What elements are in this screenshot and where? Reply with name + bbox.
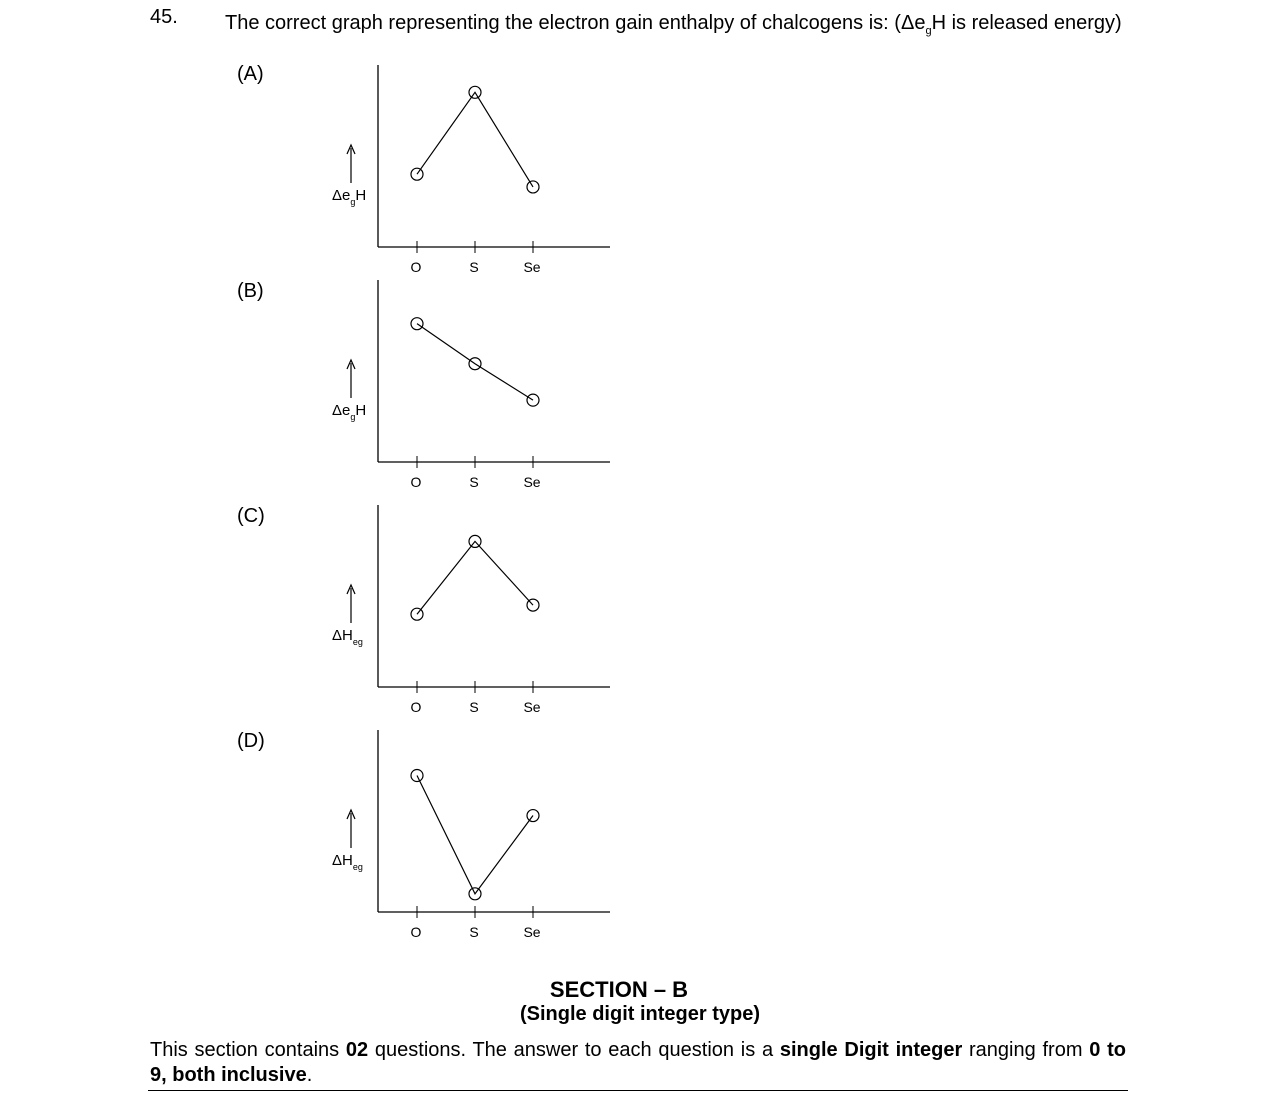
- option-d-label: (D): [237, 730, 265, 752]
- option-a-label: (A): [237, 63, 264, 85]
- section-desc-part: questions. The answer to each question is a: [368, 1039, 780, 1061]
- y-label-main: Δe: [332, 402, 351, 419]
- section-desc-bold: 0 to 9, both inclusive: [150, 1039, 1126, 1086]
- option-c-label: (C): [237, 505, 265, 527]
- y-label-sub: g: [350, 412, 356, 422]
- x-tick-label: S: [469, 924, 479, 940]
- section-desc-bold: single Digit integer: [779, 1039, 963, 1061]
- question-symbol-main: Δe: [900, 12, 926, 34]
- y-label-sub: eg: [352, 862, 363, 872]
- x-tick-label: O: [410, 924, 422, 940]
- x-tick-label: S: [469, 474, 479, 490]
- chart-svg: [320, 500, 620, 715]
- chart-svg: [320, 275, 620, 490]
- section-desc-part: ranging from: [962, 1039, 1090, 1061]
- y-label-main: Δe: [332, 187, 351, 204]
- y-axis-label: [332, 402, 366, 422]
- section-title: SECTION – B: [549, 977, 689, 1002]
- question-number: 45.: [150, 6, 178, 28]
- y-label-main: ΔH: [332, 627, 353, 644]
- x-tick-label: S: [469, 259, 479, 275]
- option-b-graph: [320, 275, 620, 490]
- x-tick-label: Se: [523, 474, 541, 490]
- section-description: [150, 1038, 1126, 1088]
- option-a-graph: [320, 60, 620, 275]
- data-point: [411, 318, 423, 330]
- question-symbol-sub: g: [925, 25, 932, 37]
- y-axis-label: [332, 627, 363, 647]
- y-axis-label: [332, 187, 366, 207]
- y-label-tail: H: [355, 187, 367, 204]
- y-label-sub: eg: [352, 637, 363, 647]
- y-axis-label: [332, 852, 363, 872]
- section-desc-bold: 02: [345, 1039, 369, 1061]
- y-label-sub: g: [350, 197, 356, 207]
- data-point: [527, 810, 539, 822]
- x-tick-label: S: [469, 699, 479, 715]
- chart-svg: [320, 725, 620, 940]
- question-text-before: The correct graph representing the electron gain enthalpy of chalcogens is: (: [225, 12, 901, 34]
- data-point: [411, 608, 423, 620]
- series-line: [417, 776, 533, 894]
- x-tick-label: Se: [523, 924, 541, 940]
- series-line: [417, 541, 533, 614]
- question-text: [225, 6, 1125, 48]
- section-subtitle: (Single digit integer type): [519, 1003, 760, 1025]
- chart-svg: [320, 60, 620, 275]
- section-desc-part: This section contains: [150, 1039, 346, 1061]
- series-line: [417, 324, 533, 400]
- option-c-graph: [320, 500, 620, 715]
- x-tick-label: O: [410, 474, 422, 490]
- y-label-tail: H: [355, 402, 367, 419]
- option-d-graph: [320, 725, 620, 940]
- question-text-after: is released energy): [946, 12, 1122, 34]
- section-desc-part: .: [306, 1064, 313, 1086]
- x-tick-label: Se: [523, 699, 541, 715]
- x-tick-label: Se: [523, 259, 541, 275]
- series-line: [417, 92, 533, 187]
- x-tick-label: O: [410, 699, 422, 715]
- x-tick-label: O: [410, 259, 422, 275]
- option-b-label: (B): [237, 280, 264, 302]
- y-label-main: ΔH: [332, 852, 353, 869]
- section-divider: [148, 1090, 1128, 1091]
- question-symbol-tail: H: [931, 12, 947, 34]
